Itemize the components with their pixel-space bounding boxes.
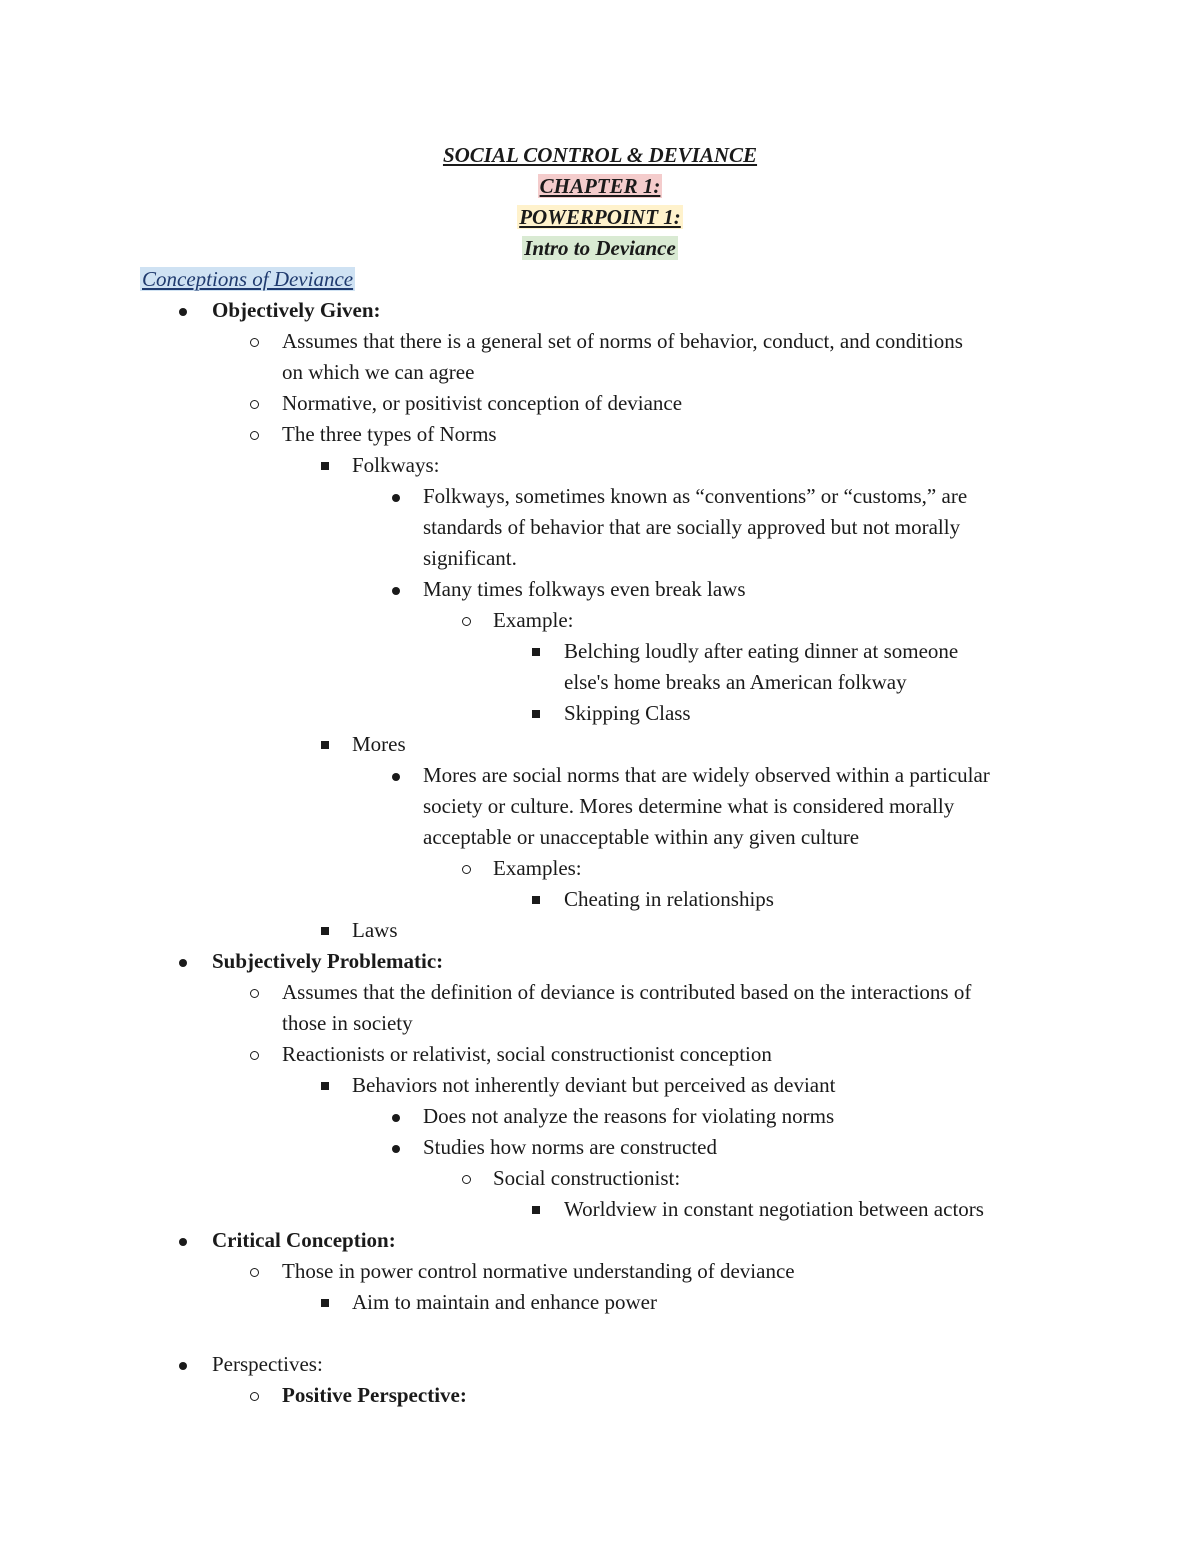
bullet-dot-icon	[179, 308, 187, 316]
list-item: Normative, or positivist conception of deviance	[282, 391, 683, 415]
list-item: Examples:	[493, 856, 582, 880]
bullet-square-icon	[321, 1299, 329, 1307]
list-item: Objectively Given:	[212, 298, 381, 322]
list-item: Skipping Class	[564, 701, 691, 725]
list-item-continuation: significant.	[423, 546, 517, 570]
bullet-square-icon	[321, 462, 329, 470]
list-item: Belching loudly after eating dinner at someone	[564, 639, 959, 663]
list-item: Folkways:	[352, 453, 440, 477]
bullet-square-icon	[532, 1206, 540, 1214]
bullet-dot-icon	[392, 1114, 400, 1122]
bullet-square-icon	[321, 1082, 329, 1090]
subtitle-line	[0, 233, 1200, 264]
bullet-circle-icon	[250, 400, 259, 409]
list-item: Studies how norms are constructed	[423, 1135, 717, 1159]
section-heading-line	[140, 264, 355, 295]
subtitle-heading: Intro to Deviance	[524, 236, 676, 260]
list-item: Mores are social norms that are widely observed within a particular	[423, 763, 990, 787]
list-item: Does not analyze the reasons for violating norms	[423, 1104, 835, 1128]
list-item: Those in power control normative understanding of deviance	[282, 1259, 795, 1283]
list-item-continuation: standards of behavior that are socially approved but not morally	[423, 515, 961, 539]
list-item: Aim to maintain and enhance power	[352, 1290, 657, 1314]
list-item: Critical Conception:	[212, 1228, 396, 1252]
bullet-circle-icon	[250, 989, 259, 998]
doc-title: SOCIAL CONTROL & DEVIANCE	[442, 143, 758, 167]
chapter-heading: CHAPTER 1:	[539, 174, 661, 198]
list-item: Mores	[352, 732, 406, 756]
list-item-continuation: else's home breaks an American folkway	[564, 670, 907, 694]
list-item: Folkways, sometimes known as “conventions” or “customs,” are	[423, 484, 968, 508]
list-item: Laws	[352, 918, 398, 942]
bullet-dot-icon	[392, 1145, 400, 1153]
list-item: Reactionists or relativist, social constructionist conception	[282, 1042, 772, 1066]
bullet-circle-icon	[250, 1051, 259, 1060]
section-heading: Conceptions of Deviance	[142, 267, 354, 291]
list-item: Positive Perspective:	[282, 1383, 467, 1407]
bullet-dot-icon	[179, 1238, 187, 1246]
list-item: Example:	[493, 608, 574, 632]
list-item-continuation: those in society	[282, 1011, 413, 1035]
list-item: Worldview in constant negotiation between actors	[564, 1197, 984, 1221]
chapter-line	[0, 171, 1200, 202]
bullet-dot-icon	[392, 587, 400, 595]
list-item-continuation: society or culture. Mores determine what is considered morally	[423, 794, 955, 818]
bullet-square-icon	[321, 741, 329, 749]
bullet-square-icon	[532, 648, 540, 656]
bullet-square-icon	[532, 896, 540, 904]
bullet-square-icon	[532, 710, 540, 718]
list-item: Many times folkways even break laws	[423, 577, 746, 601]
doc-title-line	[0, 140, 1200, 171]
bullet-circle-icon	[462, 1175, 471, 1184]
bullet-circle-icon	[462, 617, 471, 626]
bullet-square-icon	[321, 927, 329, 935]
bullet-dot-icon	[392, 494, 400, 502]
list-item: Subjectively Problematic:	[212, 949, 444, 973]
list-item: The three types of Norms	[282, 422, 497, 446]
list-item: Cheating in relationships	[564, 887, 774, 911]
bullet-dot-icon	[392, 773, 400, 781]
list-item: Behaviors not inherently deviant but perceived as deviant	[352, 1073, 836, 1097]
list-item: Assumes that there is a general set of norms of behavior, conduct, and conditions	[282, 329, 963, 353]
list-item: Perspectives:	[212, 1352, 323, 1376]
list-item: Assumes that the definition of deviance is contributed based on the interactions of	[282, 980, 972, 1004]
bullet-circle-icon	[250, 1268, 259, 1277]
bullet-circle-icon	[250, 338, 259, 347]
bullet-dot-icon	[179, 1362, 187, 1370]
powerpoint-line	[0, 202, 1200, 233]
bullet-dot-icon	[179, 959, 187, 967]
list-item-continuation: acceptable or unacceptable within any given culture	[423, 825, 860, 849]
bullet-circle-icon	[250, 431, 259, 440]
powerpoint-heading: POWERPOINT 1:	[519, 205, 681, 229]
bullet-circle-icon	[250, 1392, 259, 1401]
list-item-continuation: on which we can agree	[282, 360, 475, 384]
bullet-circle-icon	[462, 865, 471, 874]
list-item: Social constructionist:	[493, 1166, 681, 1190]
